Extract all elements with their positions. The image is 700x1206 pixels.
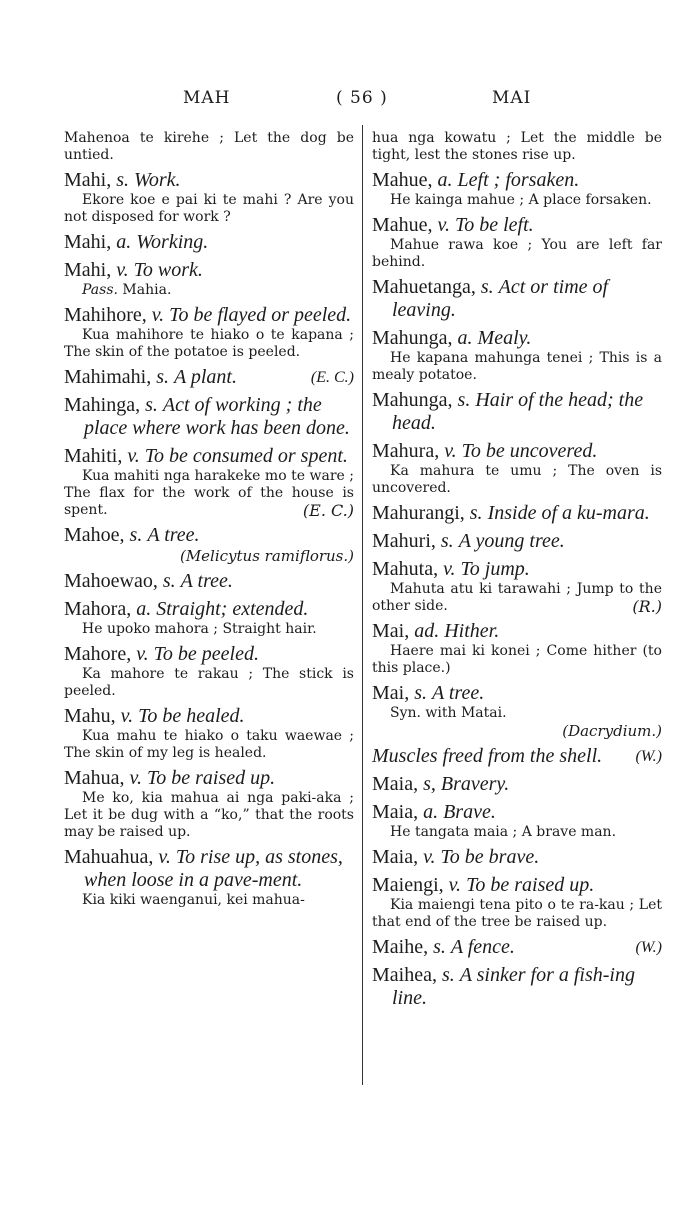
example-text: Haere mai ki konei ; Come hither (to this place.): [372, 643, 662, 676]
dictionary-entry: [372, 276, 662, 322]
example-text: Kia kiki waenganui, kei mahua-: [82, 892, 305, 908]
headword: Mahi: [64, 169, 107, 191]
passive-label: Pass.: [82, 282, 118, 298]
definition: A fence.: [450, 936, 515, 958]
example-text: Ekore koe e pai ki te mahi ? Are you not disposed for work ?: [64, 192, 354, 225]
example-text: He upoko mahora ; Straight hair.: [82, 621, 317, 637]
part-of-speech: s.: [129, 524, 143, 546]
example-text: Kia maiengi tena pito o te ra-kau ; Let that end of the tree be raised up.: [372, 897, 662, 930]
headword: Mahue: [372, 214, 428, 236]
example-text: Me ko, kia mahua ai nga paki-aka ; Let it be dug with a “ko,” that the roots may be raised up.: [64, 790, 354, 840]
dictionary-entry: [372, 846, 662, 869]
usage-example: [64, 790, 354, 841]
continued-example: hua nga kowatu ; Let the middle be tight, lest the stones rise up.: [372, 130, 662, 163]
dictionary-entry: [64, 570, 354, 593]
entry-headline: Mahue, v. To be left.: [372, 214, 534, 236]
headword: Maia: [372, 773, 414, 795]
entry-headline: Mahi, s. Work.: [64, 169, 181, 191]
headword: Mahuetanga: [372, 276, 471, 298]
usage-example: [372, 192, 662, 209]
example-text: Syn. with Matai.: [390, 705, 507, 721]
entry-headline: Mahimahi, s. A plant. (E. C.): [64, 366, 354, 388]
headword: Mahora: [64, 598, 127, 620]
definition: Hair of the head; the head.: [392, 389, 644, 434]
scientific-name: (Melicytus ramiflorus.): [179, 547, 354, 565]
part-of-speech: v.: [136, 643, 149, 665]
dictionary-entry: [64, 598, 354, 638]
entry-headline: Maia, v. To be brave.: [372, 846, 540, 868]
dictionary-entry: [372, 964, 662, 1010]
part-of-speech: a.: [423, 801, 439, 823]
example-text: Mahia.: [122, 282, 172, 298]
entry-headline: Mahuta, v. To jump.: [372, 558, 530, 580]
headword: Mahua: [64, 767, 120, 789]
definition: To be raised up.: [466, 874, 595, 896]
entry-headline: Maihea, s. A sinker for a fish-ing line.: [372, 964, 635, 1009]
entry-headline: Maihe, s. A fence. (W.): [372, 936, 662, 958]
entry-headline: Mahora, a. Straight; extended.: [64, 598, 309, 620]
dictionary-entry: [64, 259, 354, 299]
definition: A tree.: [180, 570, 233, 592]
usage-example: [372, 350, 662, 384]
entry-headline: [372, 745, 662, 768]
dictionary-entry: [64, 169, 354, 226]
entry-headline: Mahu, v. To be healed.: [64, 705, 245, 727]
headword: Mahuta: [372, 558, 434, 580]
definition: Inside of a ku-mara.: [487, 502, 650, 524]
usage-example: [64, 621, 354, 638]
continued-example: Mahenoa te kirehe ; Let the dog be untied.: [64, 130, 354, 163]
definition: A tree.: [432, 682, 485, 704]
entry-headline: Mahua, v. To be raised up.: [64, 767, 276, 789]
dictionary-entry: [64, 767, 354, 841]
part-of-speech: s.: [162, 570, 176, 592]
dictionary-entry: [372, 745, 662, 768]
part-of-speech: s.: [433, 936, 446, 958]
usage-example: [64, 728, 354, 762]
definition: To be uncovered.: [461, 440, 598, 462]
entry-headline: Maia, a. Brave.: [372, 801, 496, 823]
usage-example: [372, 705, 662, 722]
definition: To work.: [133, 259, 203, 281]
dictionary-entry: [372, 874, 662, 931]
part-of-speech: v.: [116, 259, 129, 281]
source-abbrev: (W.): [635, 748, 662, 765]
usage-example: [64, 327, 354, 361]
part-of-speech: a.: [457, 327, 473, 349]
part-of-speech: s.: [480, 276, 494, 298]
dictionary-entry: [372, 327, 662, 384]
usage-example: [64, 666, 354, 700]
entry-headline: Maiengi, v. To be raised up.: [372, 874, 595, 896]
entry-headline: Mahoewao, s. A tree.: [64, 570, 233, 592]
page-header: [0, 88, 700, 112]
headword: Mahoewao: [64, 570, 153, 592]
example-text: Kua mahiti nga harakeke mo te ware ; The flax for the work of the house is spent.: [64, 468, 354, 518]
dictionary-entry: [372, 558, 662, 615]
part-of-speech: s.: [440, 530, 454, 552]
entry-headline: Mahunga, a. Mealy.: [372, 327, 532, 349]
definition: To jump.: [460, 558, 530, 580]
definition: To be brave.: [440, 846, 540, 868]
entry-headline: Mahunga, s. Hair of the head; the head.: [372, 389, 644, 434]
headword: Mahuri: [372, 530, 431, 552]
usage-example: [372, 643, 662, 677]
dictionary-entry: [372, 801, 662, 841]
part-of-speech: v.: [448, 874, 462, 896]
definition: Bravery.: [440, 773, 510, 795]
dictionary-entry: [372, 620, 662, 677]
definition: Act of working ; the place where work has been done.: [84, 394, 350, 439]
entry-headline: Mahuri, s. A young tree.: [372, 530, 565, 552]
definition: To be consumed or spent.: [144, 445, 348, 467]
definition: Straight; extended.: [156, 598, 309, 620]
part-of-speech: a.: [116, 231, 132, 253]
example-text: Mahuta atu ki tarawahi ; Jump to the other side.: [372, 581, 662, 614]
part-of-speech: v.: [444, 440, 457, 462]
headword: Maiengi: [372, 874, 439, 896]
part-of-speech: s.: [145, 394, 158, 416]
dictionary-entry: [372, 440, 662, 497]
definition: A young tree.: [458, 530, 565, 552]
headword: Mahura: [372, 440, 435, 462]
headword: Mahi: [64, 231, 107, 253]
headword: Mahoe: [64, 524, 120, 546]
headword: Mahi: [64, 259, 107, 281]
headword: Mai: [372, 682, 405, 704]
entry-headline: Mahue, a. Left ; forsaken.: [372, 169, 580, 191]
dictionary-entry: [64, 231, 354, 254]
headword: Mahurangi: [372, 502, 460, 524]
dictionary-entry: [372, 389, 662, 435]
definition: Brave.: [443, 801, 496, 823]
part-of-speech: s.: [457, 389, 471, 411]
dictionary-entry: [372, 682, 662, 740]
entry-headline: Mahi, a. Working.: [64, 231, 209, 253]
headword: Mahinga: [64, 394, 136, 416]
part-of-speech: v.: [127, 445, 140, 467]
source-abbrev: (E. C.): [302, 501, 354, 520]
definition: Act or time of leaving.: [392, 276, 609, 321]
definition: Working.: [136, 231, 209, 253]
headword: Maihe: [372, 936, 424, 958]
part-of-speech: v.: [423, 846, 436, 868]
part-of-speech: v.: [437, 214, 450, 236]
headword: Mai: [372, 620, 405, 642]
dictionary-entry: [372, 936, 662, 959]
definition: A tree.: [147, 524, 200, 546]
headword: Mahiti: [64, 445, 118, 467]
usage-example: [64, 282, 354, 299]
dictionary-entry: [372, 130, 662, 164]
usage-example: [64, 468, 354, 519]
definition: A plant.: [174, 366, 237, 388]
definition: Work.: [134, 169, 181, 191]
definition: To be healed.: [138, 705, 245, 727]
example-text: He kapana mahunga tenei ; This is a mealy potatoe.: [372, 350, 662, 383]
usage-example: [372, 581, 662, 615]
page-number: ( 56 ): [336, 88, 388, 108]
definition: To be left.: [454, 214, 534, 236]
headword: Mahue: [372, 169, 428, 191]
entry-headline: Mahura, v. To be uncovered.: [372, 440, 598, 462]
usage-example: [372, 897, 662, 931]
usage-example: [372, 463, 662, 497]
dictionary-entry: [64, 643, 354, 700]
dictionary-entry: [64, 705, 354, 762]
part-of-speech: s.: [469, 502, 483, 524]
header-right-guideword: MAI: [492, 88, 532, 108]
headword: Mahihore: [64, 304, 142, 326]
headword: Mahunga: [372, 327, 448, 349]
dictionary-entry: [64, 366, 354, 389]
usage-example: [64, 892, 354, 909]
example-text: Mahue rawa koe ; You are left far behind.: [372, 237, 662, 270]
headword: Mahore: [64, 643, 127, 665]
part-of-speech: v.: [120, 705, 134, 727]
usage-example: [372, 237, 662, 271]
entry-headline: Mai, ad. Hither.: [372, 620, 500, 642]
dictionary-entry: [64, 445, 354, 519]
part-of-speech: s,: [423, 773, 436, 795]
example-text: Ka mahura te umu ; The oven is uncovered.: [372, 463, 662, 496]
dictionary-entry: [64, 394, 354, 440]
headword: Mahu: [64, 705, 111, 727]
definition: To rise up, as stones, when loose in a pave-ment.: [84, 846, 343, 891]
part-of-speech: s.: [156, 366, 170, 388]
part-of-speech: s.: [116, 169, 130, 191]
part-of-speech: ad.: [414, 620, 440, 642]
source-abbrev: (W.): [635, 939, 662, 956]
example-text: Kua mahihore te hiako o te kapana ; The skin of the potatoe is peeled.: [64, 327, 354, 360]
entry-headline: Maia, s, Bravery.: [372, 773, 510, 795]
right-column: [372, 124, 662, 1015]
entry-headline: Mai, s. A tree.: [372, 682, 485, 704]
headword: Mahunga: [372, 389, 448, 411]
source-abbrev: (R.): [632, 597, 662, 616]
headword: Maihea: [372, 964, 432, 986]
definition: To be peeled.: [153, 643, 259, 665]
definition: Mealy.: [477, 327, 532, 349]
column-divider: [362, 125, 363, 1085]
dictionary-entry: [372, 530, 662, 553]
dictionary-entry: [372, 773, 662, 796]
usage-example: [64, 192, 354, 226]
header-left-guideword: MAH: [183, 88, 231, 108]
definition: Left ; forsaken.: [457, 169, 580, 191]
dictionary-entry: [372, 169, 662, 209]
definition: Hither.: [444, 620, 500, 642]
dictionary-entry: [64, 304, 354, 361]
example-text: He tangata maia ; A brave man.: [390, 824, 617, 840]
headword: Mahimahi: [64, 366, 147, 388]
definition: A sinker for a fish-ing line.: [392, 964, 635, 1009]
example-text: Kua mahu te hiako o taku waewae ; The skin of my leg is healed.: [64, 728, 354, 761]
dictionary-entry: [64, 524, 354, 565]
part-of-speech: a.: [437, 169, 453, 191]
part-of-speech: v.: [129, 767, 142, 789]
entry-headline: Mahuahua, v. To rise up, as stones, when loose in a pave-ment.: [64, 846, 343, 891]
entry-headline: Mahihore, v. To be flayed or peeled.: [64, 304, 352, 326]
entry-headline: Mahoe, s. A tree.: [64, 524, 200, 546]
part-of-speech: v.: [158, 846, 171, 868]
entry-headline: Mahiti, v. To be consumed or spent.: [64, 445, 348, 467]
headword: Maia: [372, 846, 414, 868]
example-text: He kainga mahue ; A place forsaken.: [390, 192, 652, 208]
entry-headline: Mahi, v. To work.: [64, 259, 203, 281]
example-text: Ka mahore te rakau ; The stick is peeled.: [64, 666, 354, 699]
definition: Muscles freed from the shell.: [372, 745, 603, 767]
part-of-speech: s.: [414, 682, 428, 704]
left-column: [64, 124, 354, 914]
entry-headline: Mahinga, s. Act of working ; the place where work has been done.: [64, 394, 350, 439]
part-of-speech: v.: [151, 304, 165, 326]
dictionary-entry: [64, 846, 354, 909]
part-of-speech: s.: [441, 964, 455, 986]
entry-headline: Mahore, v. To be peeled.: [64, 643, 259, 665]
headword: Maia: [372, 801, 414, 823]
definition: To be raised up.: [146, 767, 276, 789]
headword: Mahuahua: [64, 846, 149, 868]
usage-example: [372, 824, 662, 841]
entry-headline: Mahuetanga, s. Act or time of leaving.: [372, 276, 609, 321]
entry-headline: Mahurangi, s. Inside of a ku-mara.: [372, 502, 650, 524]
dictionary-entry: [64, 130, 354, 164]
dictionary-entry: [372, 214, 662, 271]
part-of-speech: v.: [443, 558, 456, 580]
scientific-name: (Dacrydium.): [562, 722, 662, 740]
part-of-speech: a.: [136, 598, 152, 620]
definition: To be flayed or peeled.: [169, 304, 352, 326]
dictionary-entry: [372, 502, 662, 525]
source-abbrev: (E. C.): [310, 369, 354, 386]
